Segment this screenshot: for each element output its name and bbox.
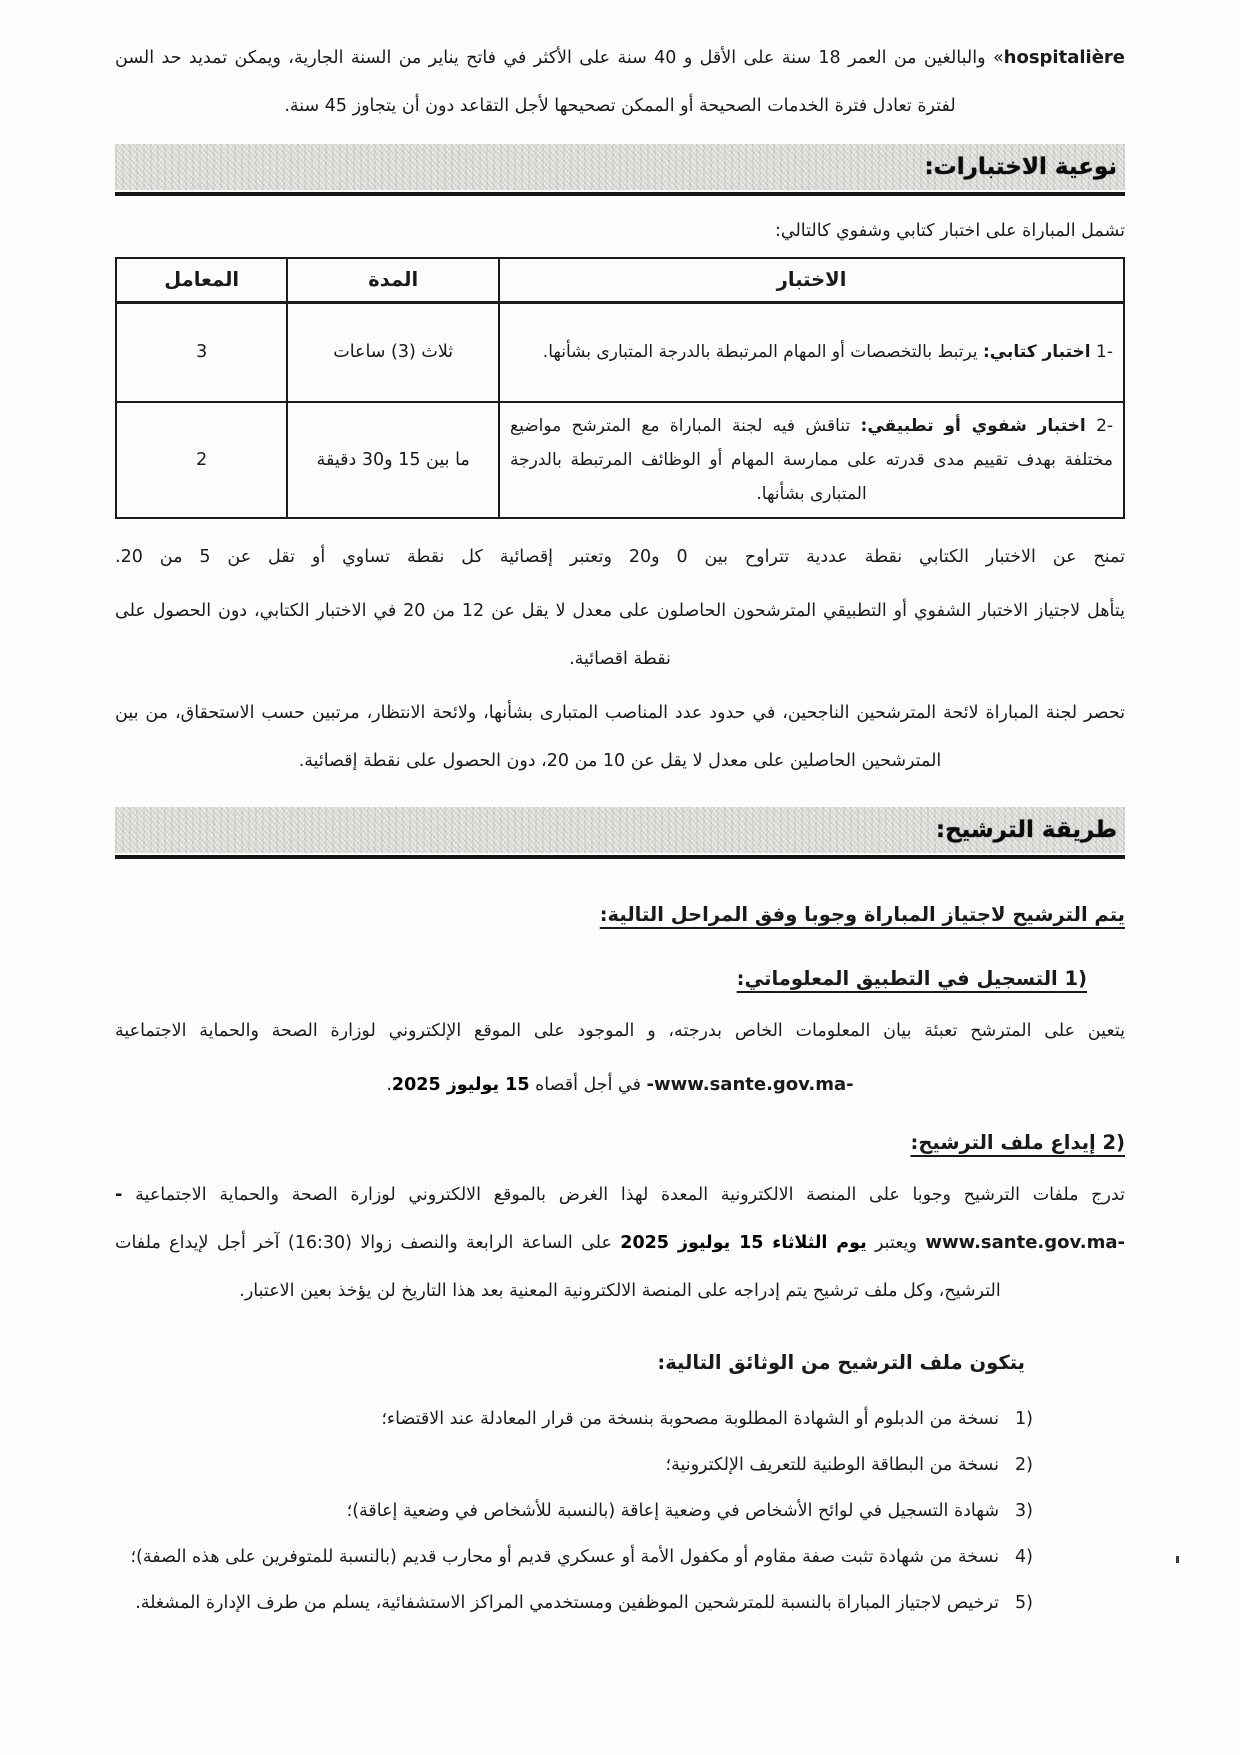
written-test-coefficient: 3 [116, 302, 287, 402]
section-application-method [115, 807, 1125, 859]
row-marker: 2- [1096, 416, 1114, 436]
intro-paragraph [115, 34, 1125, 130]
item-marker: 4) [1015, 1547, 1033, 1567]
step2-marker: 2) [1102, 1131, 1125, 1154]
written-test-duration: ثلاث (3) ساعات [287, 302, 499, 402]
section-rule [115, 192, 1125, 196]
section-exam-types [115, 144, 1125, 196]
oral-test-coefficient: 2 [116, 402, 287, 518]
table-row-oral-test [116, 402, 1124, 518]
section-title-exam-types: نوعية الاختبارات: [924, 154, 1117, 180]
submission-deadline-date: يوم الثلاثاء 15 يوليوز 2025 [620, 1233, 867, 1253]
header-coefficient: المعامل [116, 258, 287, 302]
item-text: شهادة التسجيل في لوائح الأشخاص في وضعية إعاقة (بالنسبة للأشخاص في وضعية إعاقة)؛ [346, 1501, 999, 1521]
deadline-suffix: . [386, 1075, 392, 1095]
oral-test-duration: ما بين 15 و30 دقيقة [287, 402, 499, 518]
list-item [115, 1495, 1045, 1528]
header-duration: المدة [287, 258, 499, 302]
item-text: نسخة من الدبلوم أو الشهادة المطلوبة مصحوبة بنسخة من قرار المعادلة عند الاقتضاء؛ [381, 1409, 999, 1429]
section-rule [115, 855, 1125, 859]
step1-body: يتعين على المترشح تعبئة بيان المعلومات الخاص بدرجته، و الموجود على الموقع الإلكتروني لوزارة الصحة والحماية الاجتماعية [115, 1021, 1125, 1041]
ministry-website-url: -www.sante.gov.ma- [115, 1184, 1125, 1253]
list-item [115, 1449, 1045, 1482]
deadline-prefix: في أجل أقصاه [529, 1075, 647, 1095]
written-test-label: اختبار كتابي: [983, 342, 1091, 363]
step1-title: التسجيل في التطبيق المعلوماتي: [736, 967, 1058, 990]
exam-table [115, 257, 1125, 519]
registration-deadline-date: 15 يوليوز 2025 [391, 1075, 530, 1095]
scoring-paragraph: تمنح عن الاختبار الكتابي نقطة عددية تتراوح بين 0 و20 وتعتبر إقصائية كل نقطة تساوي أو تقل عن 5 من 20. [115, 547, 1125, 567]
qualification-paragraph: يتأهل لاجتياز الاختبار الشفوي أو التطبيقي المترشحون الحاصلون على معدل لا يقل عن 12 من 20 في الاختبار الكتابي، دون الحصول على نقطة اقصائية. [115, 601, 1126, 669]
step1-heading [115, 961, 1125, 997]
intro-text: » والبالغين من العمر 18 سنة على الأقل و 40 سنة على الأكثر في فاتح يناير من السنة الجارية، ويمكن تمديد حد السن لفترة تعادل فترة الخدمات الصحيحة أو الممكن تصحيحها لأجل التقاعد دون أن يتجاوز 45 سنة. [115, 48, 1004, 116]
item-marker: 3) [1015, 1501, 1033, 1521]
step2-text-mid: ويعتبر [866, 1233, 926, 1253]
ranking-paragraph: تحصر لجنة المباراة لائحة المترشحين الناجحين، في حدود عدد المناصب المتبارى بشأنها، ولائحة الانتظار، مرتبين حسب الاستحقاق، من بين المترشحين الحاصلين على معدل لا يقل عن 10 من 20، دون الحصول على نقطة إقصائية. [115, 703, 1125, 771]
section-title-application-method: طريقة الترشيح: [935, 817, 1117, 843]
written-test-description: يرتبط بالتخصصات أو المهام المرتبطة بالدرجة المتبارى بشأنها. [542, 342, 983, 363]
section-header-band [115, 807, 1125, 853]
step2-body [115, 1171, 1125, 1315]
item-text: نسخة من شهادة تثبت صفة مقاوم أو مكفول الأمة أو عسكري قديم أو محارب قديم (بالنسبة للمتوفرين على هذه الصفة)؛ [130, 1547, 999, 1567]
oral-test-cell [499, 402, 1124, 518]
list-item [115, 1403, 1045, 1436]
documents-heading: يتكون ملف الترشيح من الوثائق التالية: [657, 1351, 1025, 1374]
step2-text-end: على الساعة الرابعة والنصف زوالا (16:30) آخر أجل لإيداع ملفات الترشيح، وكل ملف ترشيح يتم إدراجه على المنصة الالكترونية المعنية بعد هذا التاريخ لن يؤخذ بعين الاعتبار. [115, 1233, 1001, 1301]
step2-text-start: تدرج ملفات الترشيح وجوبا على المنصة الالكترونية المعدة لهذا الغرض بالموقع الالكتروني لوزارة الصحة والحماية الاجتماعية [122, 1185, 1125, 1205]
exam-intro-line: تشمل المباراة على اختبار كتابي وشفوي كالتالي: [774, 221, 1125, 241]
row-marker: 1- [1096, 342, 1113, 363]
step2-heading [115, 1125, 1125, 1161]
item-text: ترخيص لاجتياز المباراة بالنسبة للمترشحين الموظفين ومستخدمي المراكز الاستشفائية، يسلم من طرف الإدارة المشغلة. [135, 1593, 999, 1613]
written-test-cell [499, 302, 1124, 402]
step2-title: إيداع ملف الترشيح: [910, 1131, 1096, 1154]
table-row-written-test [116, 302, 1124, 402]
list-item [115, 1541, 1045, 1574]
latin-term: hospitalière [1003, 47, 1125, 68]
scan-artifact [1176, 1556, 1179, 1563]
application-steps-heading: يتم الترشيح لاجتياز المباراة وجوبا وفق المراحل التالية: [599, 903, 1125, 926]
section-header-band [115, 144, 1125, 190]
list-item [115, 1587, 1045, 1620]
item-marker: 5) [1015, 1593, 1033, 1613]
item-marker: 1) [1015, 1409, 1033, 1429]
oral-test-label: اختبار شفوي أو تطبيقي: [860, 416, 1086, 436]
item-text: نسخة من البطاقة الوطنية للتعريف الإلكترونية؛ [665, 1455, 999, 1475]
oral-test-description: تناقش فيه لجنة المباراة مع المترشح مواضيع مختلفة بهدف تقييم مدى قدرته على ممارسة المهام أو الوظائف المرتبطة بالدرجة المتبارى بشأنها. [510, 416, 1113, 504]
step1-deadline-line [115, 1063, 1125, 1107]
documents-list [115, 1403, 1125, 1620]
header-exam: الاختبار [499, 258, 1124, 302]
exam-table-header-row [116, 258, 1124, 302]
item-marker: 2) [1015, 1455, 1033, 1475]
ministry-website-url: -www.sante.gov.ma- [646, 1074, 854, 1095]
step1-marker: 1) [1064, 967, 1087, 990]
